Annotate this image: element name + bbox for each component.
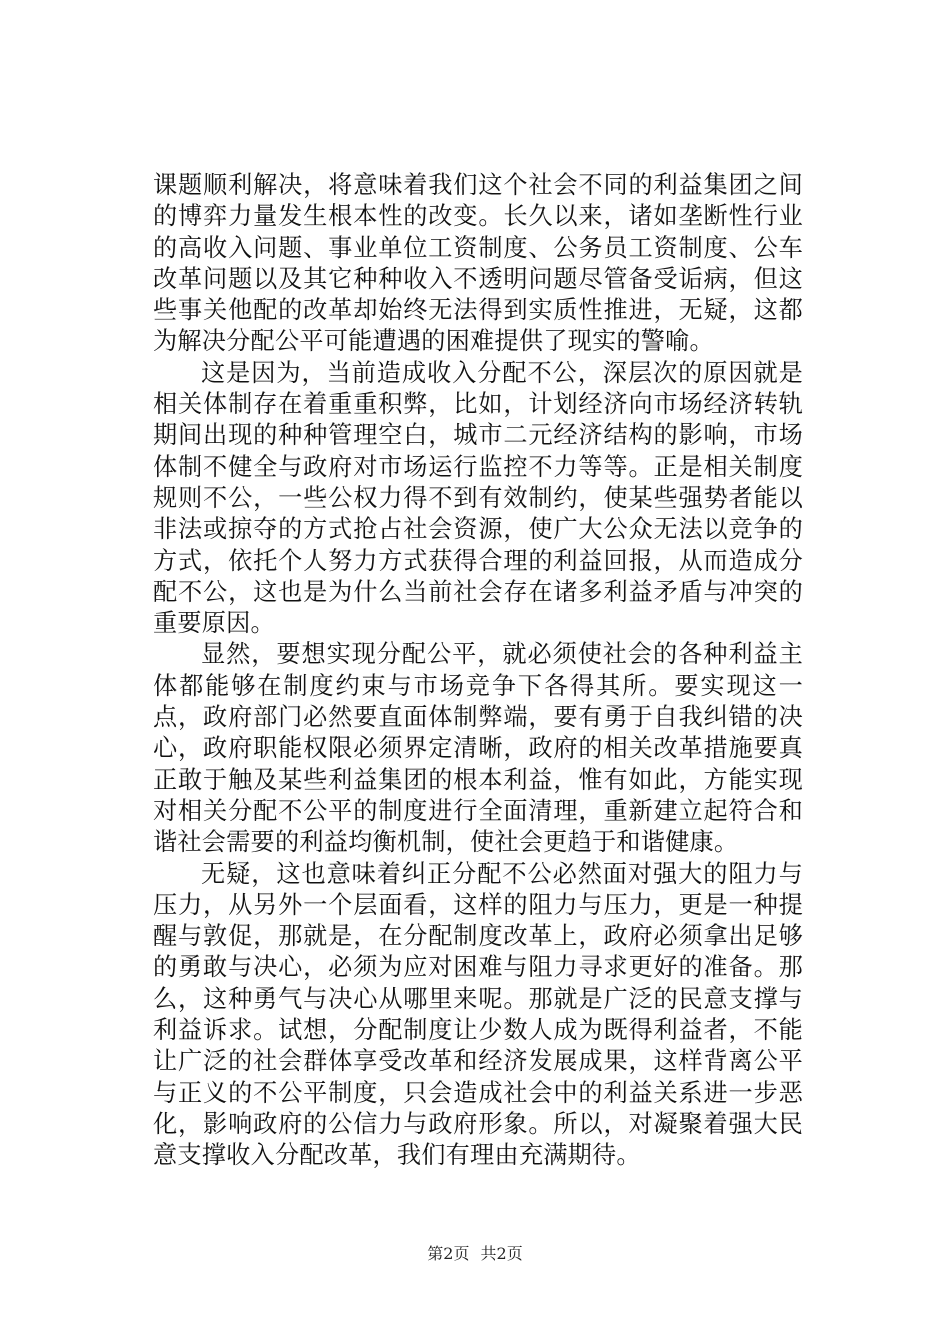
page-footer [0,1244,950,1264]
page-number: 第2页 [427,1244,470,1263]
paragraph-1: 课题顺利解决，将意味着我们这个社会不同的利益集团之间的博弈力量发生根本性的改变。长久以来，诸如垄断性行业的高收入问题、事业单位工资制度、公务员工资制度、公车改革问题以及其它种种收入不透明问题尽管备受诟病，但这些事关他配的改革却始终无法得到实质性推进，无疑，这都为解决分配公平可能遭遇的困难提供了现实的警喻。 [153,171,803,356]
document-body [153,170,803,1172]
page-total: 共2页 [480,1244,523,1263]
paragraph-3: 显然，要想实现分配公平，就必须使社会的各种利益主体都能够在制度约束与市场竞争下各得其所。要实现这一点，政府部门必然要直面体制弊端，要有勇于自我纠错的决心，政府职能权限必须界定清晰，政府的相关改革措施要真正敢于触及某些利益集团的根本利益，惟有如此，方能实现对相关分配不公平的制度进行全面清理，重新建立起符合和谐社会需要的利益均衡机制，使社会更趋于和谐健康。 [153,640,803,857]
paragraph-4: 无疑，这也意味着纠正分配不公必然面对强大的阻力与压力，从另外一个层面看，这样的阻力与压力，更是一种提醒与敦促，那就是，在分配制度改革上，政府必须拿出足够的勇敢与决心，必须为应对困难与阻力寻求更好的准备。那么，这种勇气与决心从哪里来呢。那就是广泛的民意支撑与利益诉求。试想，分配制度让少数人成为既得利益者，不能让广泛的社会群体享受改革和经济发展成果，这样背离公平与正义的不公平制度，只会造成社会中的利益关系进一步恶化，影响政府的公信力与政府形象。所以，对凝聚着强大民意支撑收入分配改革，我们有理由充满期待。 [153,859,803,1170]
paragraph-2: 这是因为，当前造成收入分配不公，深层次的原因就是相关体制存在着重重积弊，比如，计划经济向市场经济转轨期间出现的种种管理空白，城市二元经济结构的影响，市场体制不健全与政府对市场运行监控不力等等。正是相关制度规则不公，一些公权力得不到有效制约，使某些强势者能以非法或掠夺的方式抢占社会资源，使广大公众无法以竞争的方式，依托个人努力方式获得合理的利益回报，从而造成分配不公，这也是为什么当前社会存在诸多利益矛盾与冲突的重要原因。 [153,358,803,638]
